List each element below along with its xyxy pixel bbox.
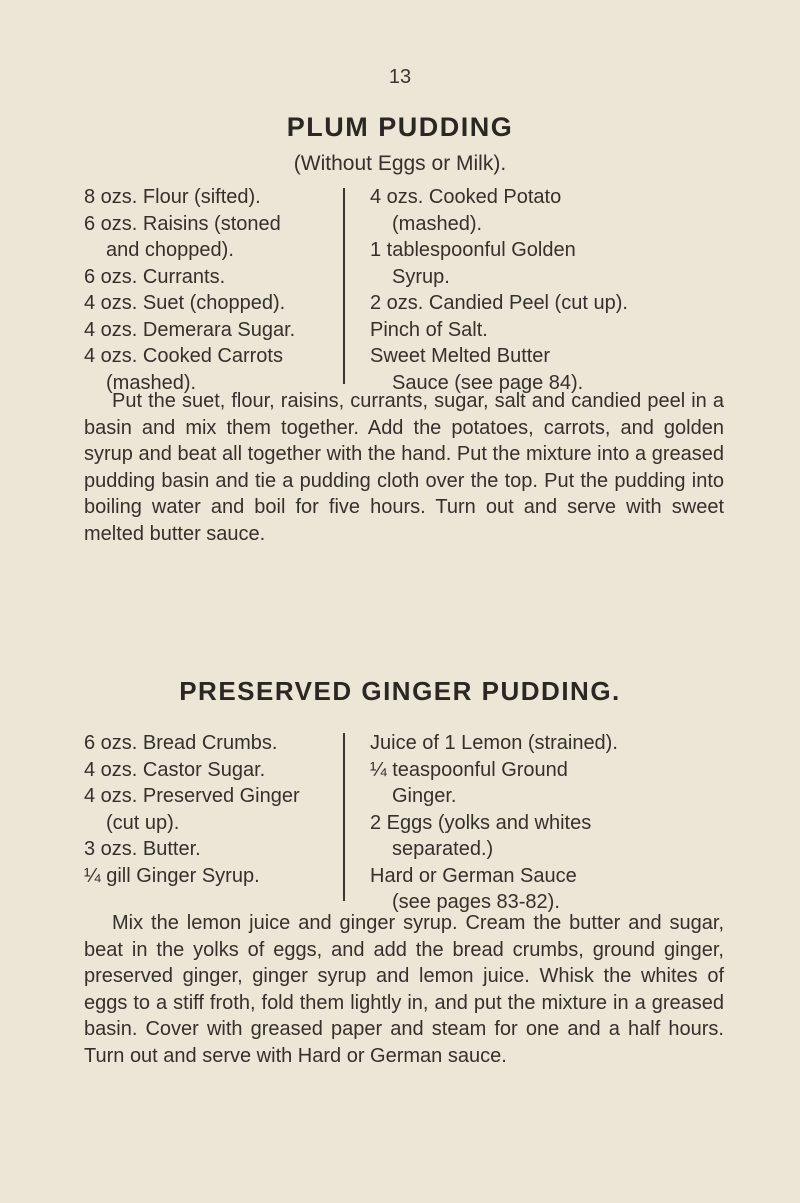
ingredient-line: (see pages 83-82). (392, 891, 560, 913)
recipe-method: Mix the lemon juice and ginger syrup. Cream the butter and sugar, beat in the yolks of eggs, and add the bread crumbs, ground ginger, preserved ginger, ginger syrup and lemon juice. Whisk the whites of eggs to a stiff froth, fold them lightly in, and put the mixture in a greased basin. Cover with greased paper and steam for one and a half hours. Turn out and serve with Hard or German sauce. (84, 912, 724, 1067)
ingredient-line: ¼ gill Ginger Syrup. (84, 864, 260, 887)
ingredients-right-column (370, 184, 628, 396)
ingredient-line: 4 ozs. Castor Sugar. (84, 758, 266, 781)
ingredient-line: ¼ teaspoonful Ground (370, 758, 568, 781)
column-divider (343, 733, 345, 901)
ingredient-line: 2 ozs. Candied Peel (cut up). (370, 292, 628, 314)
ingredient-line: Sauce (see page 84). (392, 371, 584, 394)
ingredient-line: 2 Eggs (yolks and whites (370, 811, 592, 834)
ingredient-line: (cut up). (106, 811, 180, 834)
ingredient-line: 1 tablespoonful Golden (370, 239, 576, 261)
ingredient-line: 4 ozs. Suet (chopped). (84, 292, 286, 314)
page-number: 13 (388, 66, 412, 88)
ingredient-line: Ginger. (392, 785, 457, 807)
ingredient-line: (mashed). (106, 371, 197, 394)
recipe-subtitle: (Without Eggs or Milk). (293, 152, 507, 175)
recipe-title: PRESERVED GINGER PUDDING. (179, 676, 621, 706)
ingredient-line: 3 ozs. Butter. (84, 838, 201, 860)
ingredient-line: 4 ozs. Cooked Potato (370, 186, 562, 208)
ingredients-left-column (84, 730, 300, 889)
column-divider (343, 188, 345, 384)
ingredient-line: separated.) (392, 838, 494, 860)
ingredients-right-column (370, 730, 618, 916)
ingredient-line: 4 ozs. Cooked Carrots (84, 345, 283, 367)
recipe-method: Put the suet, flour, raisins, currants, sugar, salt and candied peel in a basin and mix them together. Add the potatoes, carrots, and golden syrup and beat all together with the hand. Put the mixture into a greased pudding basin and tie a pudding cloth over the top. Put the pudding into boiling water and boil for five hours. Turn out and serve with sweet melted butter sauce. (84, 390, 724, 545)
ingredient-line: Juice of 1 Lemon (strained). (370, 732, 618, 754)
recipe-title: PLUM PUDDING (286, 112, 514, 142)
ingredient-line: (mashed). (392, 212, 483, 235)
ingredient-line: 8 ozs. Flour (sifted). (84, 186, 261, 208)
ingredient-line: Pinch of Salt. (370, 318, 488, 341)
ingredient-line: Sweet Melted Butter (370, 345, 551, 367)
ingredient-line: 4 ozs. Preserved Ginger (84, 785, 300, 807)
ingredient-line: 4 ozs. Demerara Sugar. (84, 318, 296, 341)
ingredients-left-column (84, 184, 295, 396)
ingredient-line: and chopped). (106, 239, 234, 261)
ingredient-line: Hard or German Sauce (370, 864, 577, 887)
ingredient-line: 6 ozs. Currants. (84, 265, 226, 288)
ingredient-line: 6 ozs. Raisins (stoned (84, 212, 281, 235)
ingredient-line: 6 ozs. Bread Crumbs. (84, 732, 278, 754)
ingredient-line: Syrup. (392, 265, 450, 288)
